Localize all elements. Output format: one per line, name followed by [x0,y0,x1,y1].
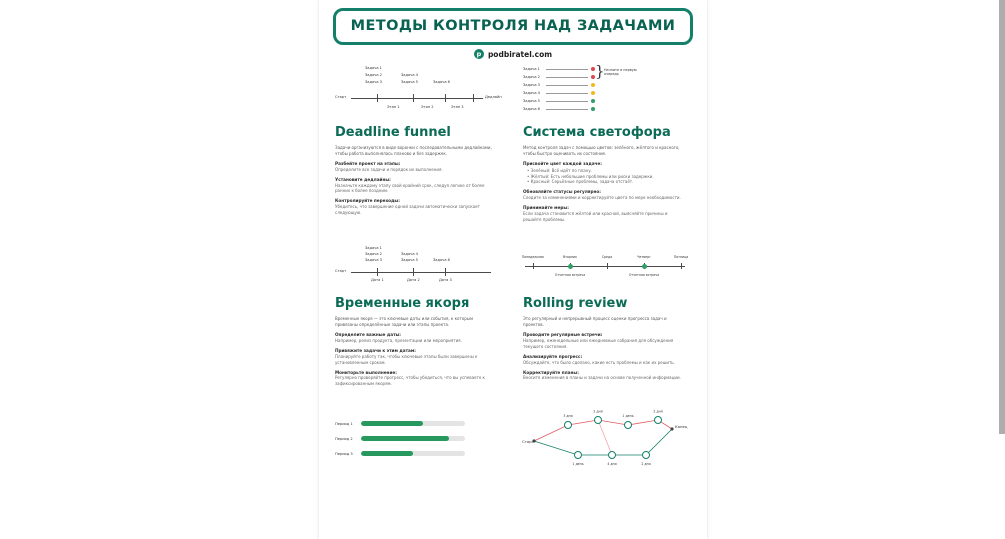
timeline-start-label: Старт [335,269,347,274]
method-step [335,332,493,344]
network-start-label: Старт [522,439,534,445]
task-label: Задача 6 [433,80,450,84]
method-step [523,189,681,201]
right-edge-strip [999,0,1005,434]
step-heading: Анализируйте прогресс: [523,353,583,359]
poster-header-box [333,8,693,45]
step-body: Определите все задачи и порядок их выполнения. [335,166,443,172]
timeline-line [351,272,491,273]
duration-label: 1 день [622,414,634,419]
period-label: Период 2 [335,436,353,441]
step-heading: Корректируйте планы: [523,369,579,375]
brace-glyph: } [595,62,605,80]
section-intro: Метод контроля задач с помощью цветов: зелёного, жёлтого и красного, чтобы быстро оценивать их состояние. [523,145,680,156]
method-step [335,177,493,194]
day-tick [607,263,608,269]
brand-logo-text: podbiratel.com [487,49,553,59]
traffic-row [523,105,691,113]
method-step [523,205,681,222]
gantt-track [361,421,465,426]
method-step [523,370,681,382]
timeline-tick [445,268,446,276]
duration-label: 2 дня [653,409,663,414]
row-2 [319,246,707,391]
task-label: Задача 5 [401,80,418,84]
section-title: Deadline funnel [335,125,451,140]
section-rolling-review [523,246,691,391]
day-tick [533,263,534,269]
priority-note: Начните в первую очередь [604,68,637,77]
bullet: • Красный: Серьёзные проблемы, задача отстаёт. [527,179,681,185]
day-label: Четверг [637,255,651,260]
gantt-progress-bar [361,451,413,456]
critical-path-line [534,420,672,441]
traffic-light-diagram [523,62,691,117]
step-heading: Присвойте цвет каждой задаче: [523,161,602,166]
week-line [525,266,685,267]
timeline-start-label: Старт [335,95,347,99]
section-title: Временные якоря [335,296,470,312]
duration-label: 2 дня [641,462,651,467]
leader-line [546,101,588,102]
step-heading: Привяжите задачи к этим датам: [335,348,416,354]
date-label: Дата 2 [407,278,420,283]
poster-title: МЕТОДЫ КОНТРОЛЯ НАД ЗАДАЧАМИ [350,18,676,34]
method-step [335,198,493,215]
meeting-dot [642,264,647,269]
step-heading: Обновляйте статусы регулярно: [523,189,601,195]
date-label: Дата 3 [439,278,452,283]
task-label: Задача 5 [401,258,418,263]
traffic-row [523,97,691,105]
task-node [565,422,572,429]
duration-label: 1 день [572,462,584,467]
day-label: Вторник [562,255,578,260]
step-heading: Контролируйте переходы: [335,198,400,204]
task-label: Задача 3 [365,258,382,263]
day-label: Среда [601,255,613,260]
duration-label: 4 дня [607,462,617,467]
method-step [335,370,493,387]
gantt-row [335,421,502,426]
period-label: Период 3 [335,451,353,456]
traffic-row [523,81,691,89]
rolling-review-diagram [523,246,691,288]
status-dot-green [591,99,595,103]
section-title: Rolling review [523,296,628,312]
step-body: Следите за изменениями и корректируйте цвета по мере необходимости. [523,195,681,201]
leader-line [546,77,588,78]
duration-label: 3 дня [563,414,573,419]
day-label: Понедельник [521,255,545,260]
method-step [523,161,681,185]
step-body: Вносите изменения в планы и задачи на основе полученной информации. [523,375,681,381]
brand-logo [319,49,707,59]
step-body: Убедитесь, что завершение одной задачи автоматически запускает следующую. [335,204,480,215]
method-step [335,161,493,173]
row-1 [319,62,707,226]
network-diagram [522,407,691,479]
traffic-row [523,89,691,97]
row-3 [319,407,707,479]
section-time-anchors [335,246,503,391]
leader-line [546,69,588,70]
task-node [643,452,650,459]
step-bullets [523,168,681,185]
timeline-line [351,98,483,99]
duration-label: 2 дня [593,409,603,414]
step-body: Обсуждайте, что было сделано, какие есть проблемы и как их решить. [523,359,675,365]
gantt-row [335,436,502,441]
task-node [575,452,582,459]
timeline-end-label: Дедлайн [485,95,502,99]
timeline-tick [377,94,378,102]
leader-line [546,109,588,110]
step-body: Если задача становится жёлтой или красной, выясняйте причины и решайте проблемы. [523,210,668,222]
task-label: Задача 2 [365,252,382,257]
section-intro: Временные якоря — это ключевые даты или события, к которым привязаны определённые задачи или этапы проекта. [335,316,473,328]
task-label: Задача 3 [365,80,382,84]
brand-logo-icon: p [474,49,484,59]
day-tick [681,263,682,269]
section-intro: Это регулярный и непрерывный процесс оценки прогресса задач и проектов. [523,316,667,328]
section-title: Система светофора [523,125,671,140]
gantt-row [335,451,502,456]
task-label: Задача 4 [523,91,540,95]
task-node [655,417,662,424]
section-intro: Задачи организуются в виде воронки с последовательными дедлайнами, чтобы работа выполнялась планово и без задержек. [335,145,492,156]
deadline-funnel-diagram [335,65,503,117]
section-deadline-funnel [335,65,503,226]
method-step [335,348,493,365]
task-label: Задача 4 [401,252,418,257]
task-label: Задача 1 [523,67,540,71]
step-heading: Принимайте меры: [523,204,569,210]
bullet: • Жёлтый: Есть небольшие проблемы или риски задержки. [527,174,681,180]
day-label: Пятница [673,255,689,260]
gantt-chart [335,421,502,479]
step-body: Например, релиз продукта, презентации или мероприятия. [335,338,462,344]
task-label: Задача 5 [523,99,540,103]
step-body: Например, еженедельные или ежедневные собрания для обсуждения текущего состояния. [523,338,674,350]
task-node [595,417,602,424]
gantt-track [361,436,465,441]
step-heading: Определите важные даты: [335,332,401,338]
bullet: • Зелёный: Всё идёт по плану. [527,168,681,174]
gantt-progress-bar [361,436,449,441]
timeline-tick [413,94,414,102]
timeline-tick [413,268,414,276]
task-label: Задача 6 [433,258,450,263]
step-heading: Мониторьте выполнение: [335,369,397,375]
task-label: Задача 6 [523,107,540,111]
step-body: Планируйте работу так, чтобы ключевые этапы были завершены к установленным срокам. [335,353,478,365]
status-dot-green [591,107,595,111]
task-label: Задача 2 [365,73,382,77]
date-label: Дата 1 [371,278,384,283]
method-step [523,332,681,349]
leader-line [546,93,588,94]
timeline-tick [473,94,474,102]
task-label: Задача 4 [401,73,418,77]
leader-line [546,85,588,86]
task-label: Задача 2 [523,75,540,79]
task-node [625,422,632,429]
timeline-tick [377,268,378,276]
task-label: Задача 3 [523,83,540,87]
method-step [523,354,681,366]
period-label: Период 1 [335,421,353,426]
time-anchors-diagram [335,246,503,288]
meeting-label: Отчетная встреча [628,273,660,278]
task-node [609,452,616,459]
task-label: Задача 1 [365,246,382,251]
gantt-progress-bar [361,421,423,426]
step-heading: Разбейте проект на этапы: [335,161,401,166]
step-heading: Установите дедлайны: [335,176,391,182]
status-dot-yellow [591,91,595,95]
task-label: Задача 1 [365,66,382,70]
status-dot-yellow [591,83,595,87]
step-body: Назначьте каждому этапу свой крайний срок, следуя логике от более ранних к более поздним. [335,182,485,194]
meeting-label: Отчетная встреча [554,273,586,278]
step-heading: Проводите регулярные встречи: [523,332,603,338]
stage-label: Этап 3 [451,105,464,109]
infographic-poster [318,0,708,539]
stage-label: Этап 2 [421,105,434,109]
step-body: Регулярно проверяйте прогресс, чтобы убедиться, что вы успеваете к зафиксированным якорям. [335,375,485,387]
end-node [670,427,673,430]
section-traffic-light [523,62,691,226]
cross-link-line [598,420,612,455]
timeline-tick [445,94,446,102]
network-end-label: Конец [675,424,688,430]
stage-label: Этап 1 [387,105,400,109]
gantt-track [361,451,465,456]
meeting-dot [568,264,573,269]
